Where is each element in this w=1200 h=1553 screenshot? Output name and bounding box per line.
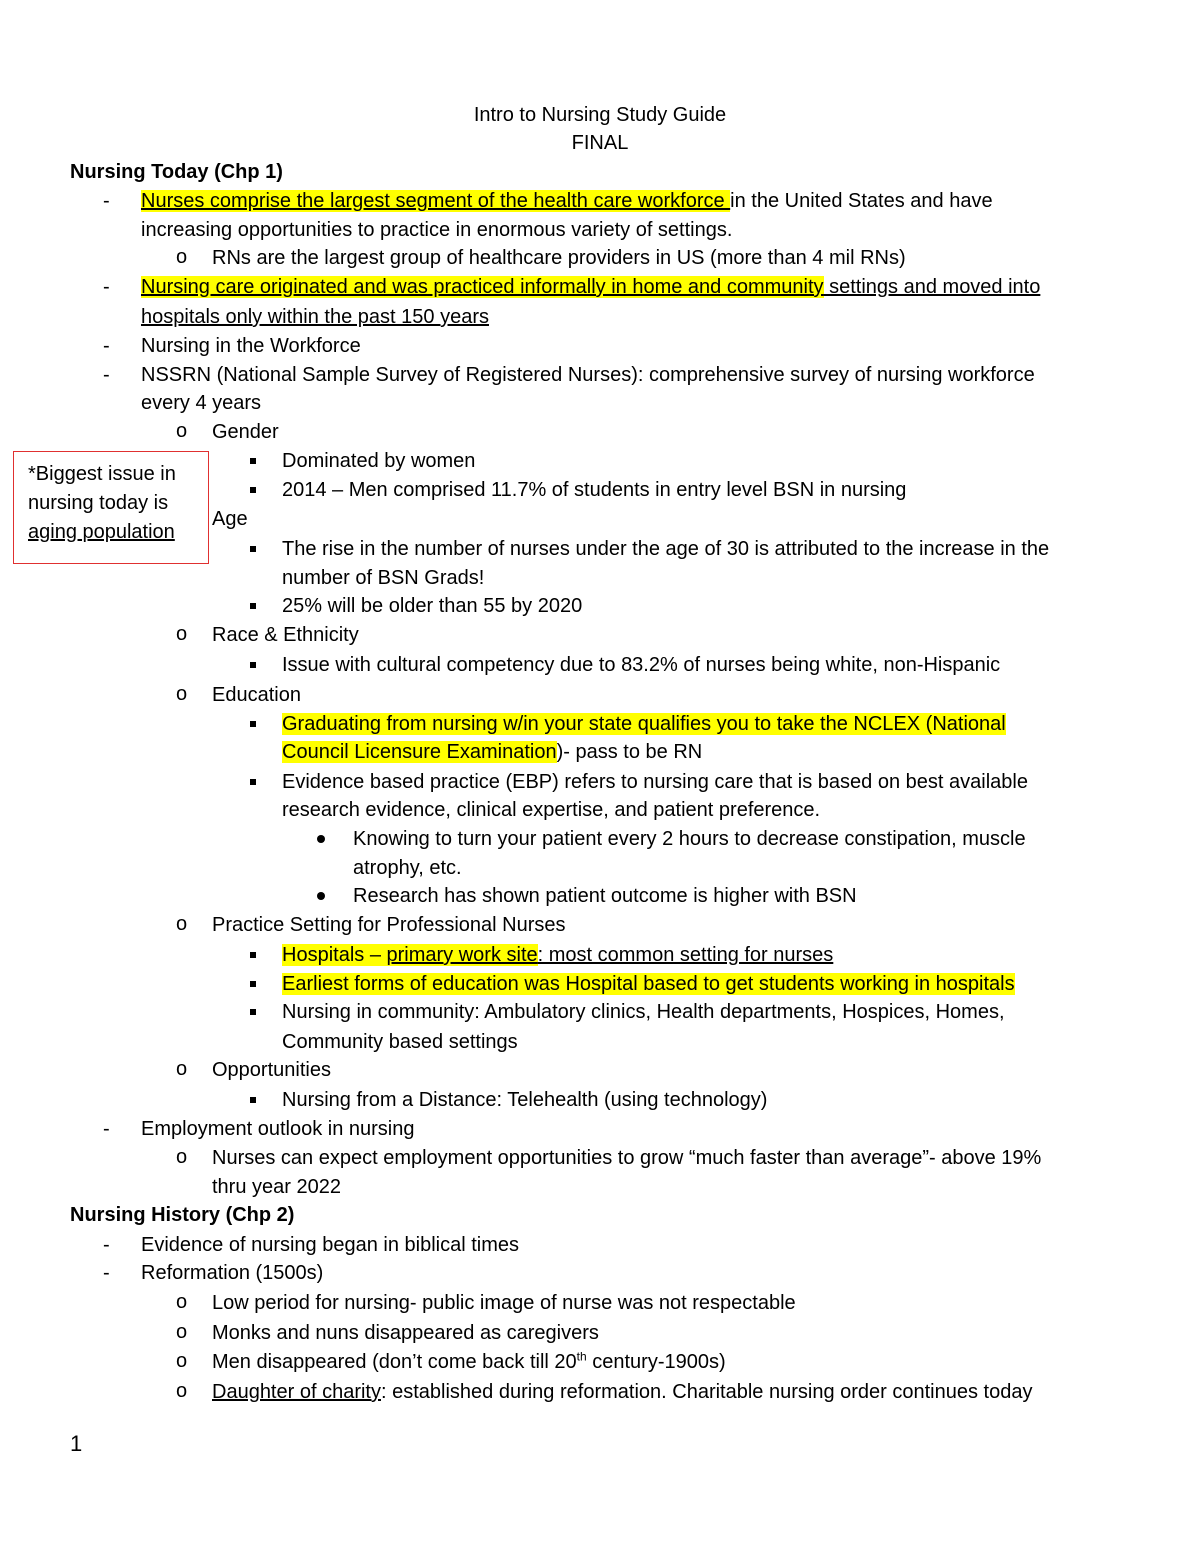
list-item: Opportunities (212, 1059, 331, 1081)
circle-bullet: o (176, 1146, 188, 1168)
list-item: RNs are the largest group of healthcare providers in US (more than 4 mil RNs) (212, 247, 906, 269)
circle-bullet: o (176, 623, 188, 645)
circle-bullet: o (176, 683, 188, 705)
list-item: Age (212, 508, 248, 530)
list-item: Nursing from a Distance: Telehealth (using technology) (282, 1089, 768, 1111)
dash-bullet: - (103, 364, 110, 386)
square-bullet (250, 603, 256, 609)
circle-bullet: o (176, 913, 188, 935)
square-bullet (250, 1009, 256, 1015)
list-item: Men disappeared (don’t come back till 20th century-1900s) (212, 1349, 726, 1373)
list-item-continuation: Community based settings (282, 1031, 518, 1053)
circle-bullet: o (176, 420, 188, 442)
callout-line: aging population (28, 521, 175, 543)
square-bullet (250, 721, 256, 727)
dash-bullet: - (103, 1118, 110, 1140)
list-item-continuation: every 4 years (141, 392, 262, 414)
section-heading-nursing-history: Nursing History (Chp 2) (70, 1204, 295, 1226)
list-item: Monks and nuns disappeared as caregivers (212, 1322, 599, 1344)
circle-bullet: o (176, 1350, 188, 1372)
list-item-continuation: hospitals only within the past 150 years (141, 306, 489, 328)
square-bullet (250, 662, 256, 668)
circle-bullet: o (176, 1291, 188, 1313)
document-title: Intro to Nursing Study Guide (473, 104, 727, 126)
square-bullet (250, 952, 256, 958)
list-item: 25% will be older than 55 by 2020 (282, 595, 583, 617)
callout-line: *Biggest issue in (28, 463, 176, 485)
list-item: Nurses comprise the largest segment of the health care workforce in the United States and have (141, 190, 993, 212)
list-item: Nursing care originated and was practiced informally in home and community settings and moved into (141, 276, 1041, 298)
section-heading-nursing-today: Nursing Today (Chp 1) (70, 161, 283, 183)
circle-bullet: o (176, 1321, 188, 1343)
list-item-continuation: increasing opportunities to practice in enormous variety of settings. (141, 219, 733, 241)
list-item: Graduating from nursing w/in your state qualifies you to take the NCLEX (National (282, 713, 1006, 735)
square-bullet (250, 487, 256, 493)
dash-bullet: - (103, 1234, 110, 1256)
round-bullet (317, 835, 325, 843)
list-item: Evidence based practice (EBP) refers to nursing care that is based on best available (282, 771, 1028, 793)
callout-box (13, 451, 209, 564)
square-bullet (250, 1097, 256, 1103)
list-item-continuation: number of BSN Grads! (282, 567, 485, 589)
dash-bullet: - (103, 1262, 110, 1284)
document-subtitle: FINAL (571, 132, 629, 154)
list-item: Nursing in the Workforce (141, 335, 361, 357)
list-item: Hospitals – primary work site: most common setting for nurses (282, 944, 834, 966)
list-item: The rise in the number of nurses under the age of 30 is attributed to the increase in the (282, 538, 1050, 560)
list-item-continuation: Council Licensure Examination)- pass to be RN (282, 741, 703, 763)
list-item: NSSRN (National Sample Survey of Registered Nurses): comprehensive survey of nursing workforce (141, 364, 1035, 386)
list-item: Education (212, 684, 301, 706)
list-item: Reformation (1500s) (141, 1262, 324, 1284)
callout-line: nursing today is (28, 492, 169, 514)
list-item: Gender (212, 421, 279, 443)
circle-bullet: o (176, 1058, 188, 1080)
list-item: Nurses can expect employment opportunities to grow “much faster than average”- above 19% (212, 1147, 1042, 1169)
list-item: Practice Setting for Professional Nurses (212, 914, 566, 936)
list-item: Race & Ethnicity (212, 624, 359, 646)
list-item: 2014 – Men comprised 11.7% of students in entry level BSN in nursing (282, 479, 907, 501)
list-item: Knowing to turn your patient every 2 hours to decrease constipation, muscle (353, 828, 1026, 850)
list-item: Research has shown patient outcome is higher with BSN (353, 885, 857, 907)
list-item: Low period for nursing- public image of nurse was not respectable (212, 1292, 796, 1314)
dash-bullet: - (103, 276, 110, 298)
list-item: Dominated by women (282, 450, 476, 472)
dash-bullet: - (103, 335, 110, 357)
list-item: Employment outlook in nursing (141, 1118, 415, 1140)
list-item: Earliest forms of education was Hospital based to get students working in hospitals (282, 973, 1015, 995)
list-item-continuation: thru year 2022 (212, 1176, 341, 1198)
square-bullet (250, 458, 256, 464)
round-bullet (317, 892, 325, 900)
square-bullet (250, 546, 256, 552)
dash-bullet: - (103, 190, 110, 212)
circle-bullet: o (176, 246, 188, 268)
list-item: Issue with cultural competency due to 83.2% of nurses being white, non-Hispanic (282, 654, 1001, 676)
list-item-continuation: atrophy, etc. (353, 857, 462, 879)
list-item: Nursing in community: Ambulatory clinics, Health departments, Hospices, Homes, (282, 1001, 1005, 1023)
page-number: 1 (70, 1431, 83, 1456)
circle-bullet: o (176, 1380, 188, 1402)
list-item: Daughter of charity: established during reformation. Charitable nursing order continues today (212, 1381, 1033, 1403)
square-bullet (250, 981, 256, 987)
square-bullet (250, 779, 256, 785)
list-item-continuation: research evidence, clinical expertise, and patient preference. (282, 799, 821, 821)
list-item: Evidence of nursing began in biblical times (141, 1234, 519, 1256)
